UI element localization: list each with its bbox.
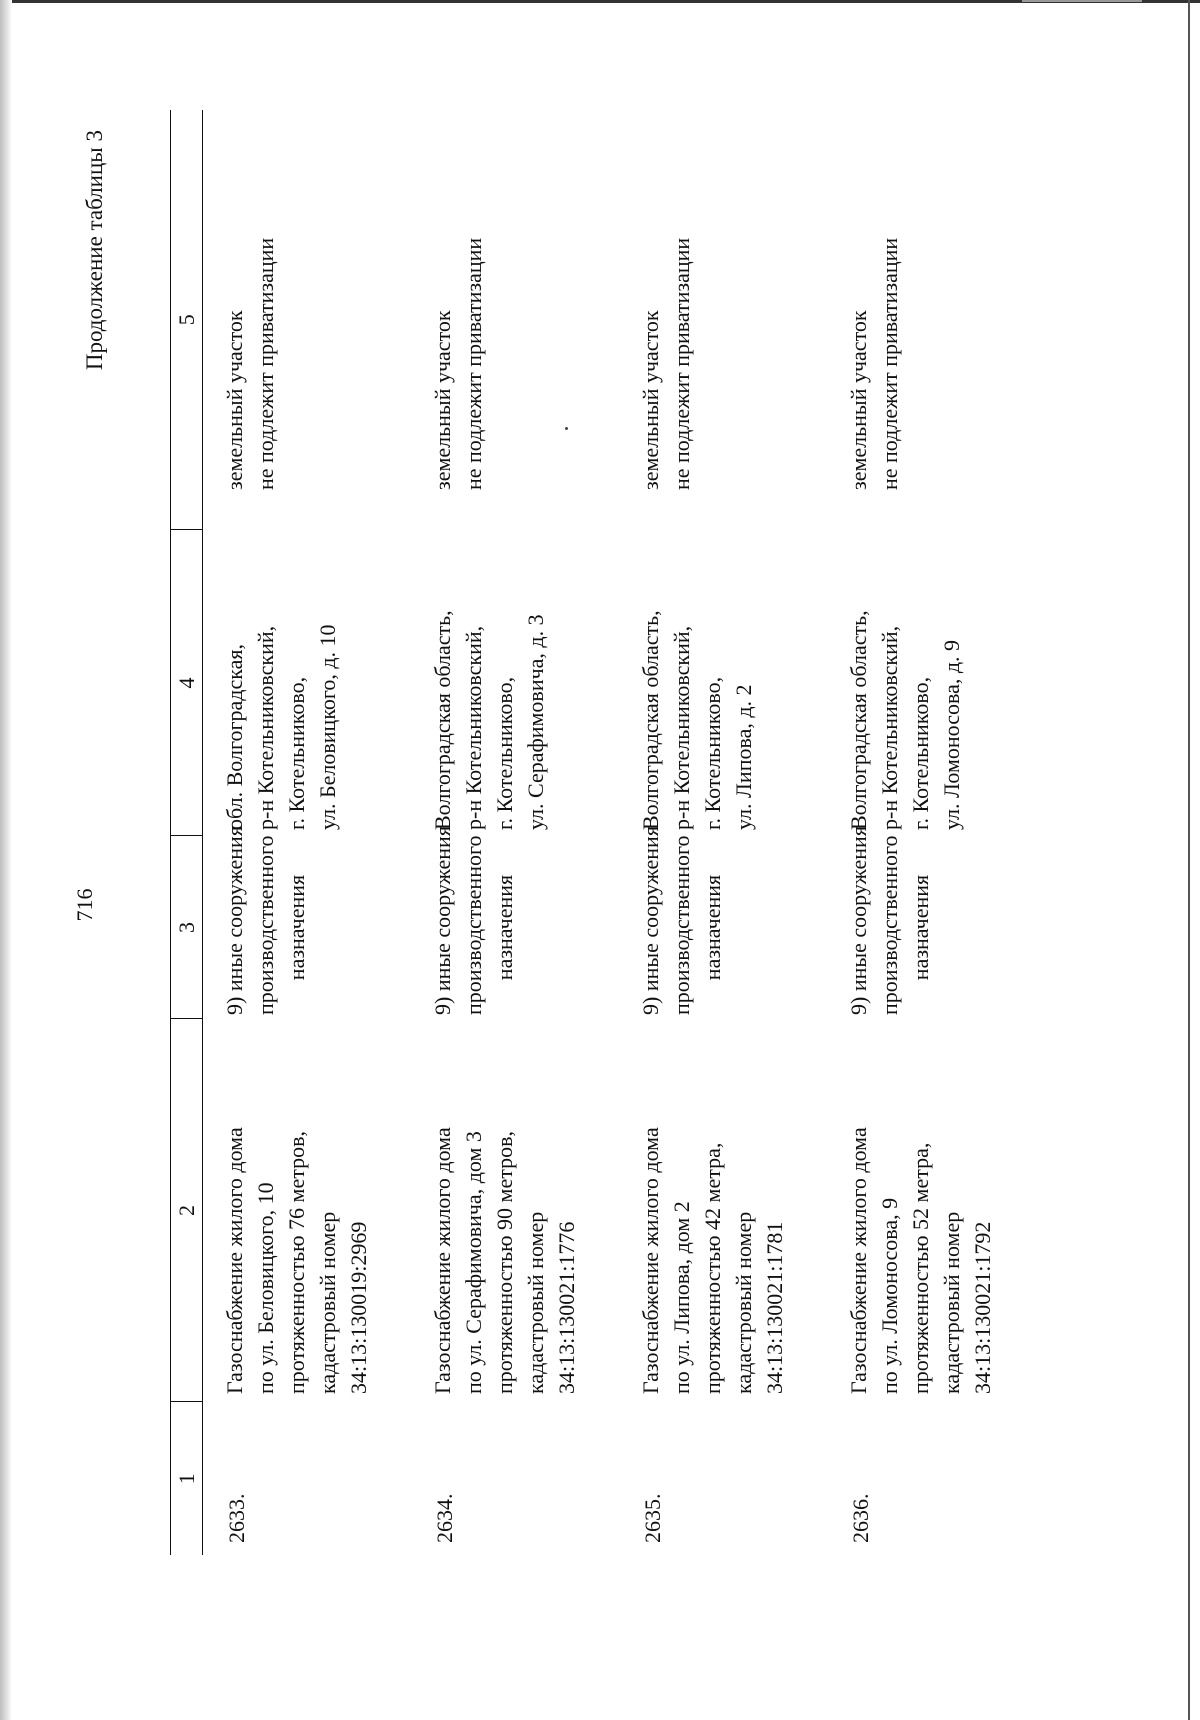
table-row <box>411 110 619 1555</box>
object-name-cell <box>411 1019 619 1402</box>
address-line: г. Котельниково, <box>908 676 933 830</box>
note-line: не подлежит приватизации <box>253 237 278 490</box>
address-line: р-н Котельниковский, <box>253 625 278 830</box>
header-col-4: 4 <box>171 530 203 836</box>
object-name-line: по ул. Беловицкого, 10 <box>253 1182 278 1394</box>
object-type-line: назначения <box>492 874 517 981</box>
address-cell <box>411 530 619 836</box>
object-type-line: 9) иные сооружения <box>222 826 247 1015</box>
table-row <box>827 110 1035 1555</box>
address-line: Волгоградская область, <box>638 610 663 830</box>
object-name-line: 34:13:130021:1792 <box>970 1221 995 1394</box>
object-name-line: кадастровый номер <box>315 1211 340 1394</box>
object-type-cell <box>411 826 619 1019</box>
address-cell <box>619 530 827 836</box>
object-name-line: по ул. Липова, дом 2 <box>669 1201 694 1394</box>
object-type-line: производственного <box>461 835 486 1015</box>
note-cell <box>203 110 412 530</box>
object-name-line: 34:13:130019:2969 <box>346 1221 371 1394</box>
object-name-line: протяженностью 90 метров, <box>492 1130 517 1394</box>
object-type-line: 9) иные сооружения <box>638 826 663 1015</box>
note-line: земельный участок <box>846 310 871 490</box>
object-type-cell <box>827 826 1035 1019</box>
row-number: 2636. <box>848 1493 873 1543</box>
property-table <box>170 110 1035 1555</box>
object-type-line: 9) иные сооружения <box>430 826 455 1015</box>
object-name-line: кадастровый номер <box>939 1211 964 1394</box>
object-type-line: назначения <box>284 874 309 981</box>
note-line: земельный участок <box>430 310 455 490</box>
header-row <box>171 110 203 1555</box>
note-line: не подлежит приватизации <box>461 237 486 490</box>
object-type-line: назначения <box>908 874 933 981</box>
object-type-cell <box>203 826 412 1019</box>
object-type-line: производственного <box>253 835 278 1015</box>
row-number: 2634. <box>432 1493 457 1543</box>
table-row <box>619 110 827 1555</box>
object-name-cell <box>619 1019 827 1402</box>
object-name-line: по ул. Серафимовича, дом 3 <box>461 1131 486 1394</box>
note-cell <box>411 110 619 530</box>
address-line: р-н Котельниковский, <box>669 625 694 830</box>
object-type-line: назначения <box>700 874 725 981</box>
header-col-5: 5 <box>171 110 203 530</box>
object-name-cell <box>827 1019 1035 1402</box>
address-line: р-н Котельниковский, <box>877 625 902 830</box>
scan-edge-top <box>0 0 1200 3</box>
address-line: ул. Беловицкого, д. 10 <box>315 624 340 830</box>
address-line: ул. Ломоносова, д. 9 <box>939 639 964 830</box>
address-line: р-н Котельниковский, <box>461 625 486 830</box>
object-type-line: производственного <box>669 835 694 1015</box>
object-name-line: Газоснабжение жилого дома <box>222 1127 247 1394</box>
object-type-line: производственного <box>877 835 902 1015</box>
header-col-2: 2 <box>171 1019 203 1402</box>
table-row <box>203 110 412 1555</box>
object-name-line: Газоснабжение жилого дома <box>430 1127 455 1394</box>
rotated-page <box>0 60 1200 1720</box>
object-name-line: по ул. Ломоносова, 9 <box>877 1197 902 1394</box>
object-name-line: кадастровый номер <box>731 1211 756 1394</box>
object-name-line: Газоснабжение жилого дома <box>638 1127 663 1394</box>
row-number: 2635. <box>640 1493 665 1543</box>
address-line: ул. Липова, д. 2 <box>731 684 756 830</box>
row-number: 2633. <box>224 1493 249 1543</box>
address-cell <box>827 530 1035 836</box>
object-name-line: протяженностью 52 метра, <box>908 1142 933 1394</box>
address-line: г. Котельниково, <box>700 676 725 830</box>
object-name-line: протяженностью 42 метра, <box>700 1142 725 1394</box>
note-line: земельный участок <box>222 310 247 490</box>
object-name-line: 34:13:130021:1776 <box>554 1221 579 1394</box>
object-name-line: 34:13:130021:1781 <box>762 1221 787 1394</box>
object-name-line: Газоснабжение жилого дома <box>846 1127 871 1394</box>
table-caption: Продолжение таблицы 3 <box>82 130 107 371</box>
header-col-3: 3 <box>171 836 203 1019</box>
note-line: не подлежит приватизации <box>669 237 694 490</box>
address-line: Волгоградская область, <box>430 610 455 830</box>
object-name-cell <box>203 1019 412 1402</box>
header-col-1: 1 <box>171 1402 203 1555</box>
address-line: г. Котельниково, <box>284 676 309 830</box>
object-name-line: кадастровый номер <box>523 1211 548 1394</box>
object-name-line: протяженностью 76 метров, <box>284 1130 309 1394</box>
object-type-cell <box>619 826 827 1019</box>
note-line: земельный участок <box>638 310 663 490</box>
page-number: 716 <box>72 888 97 922</box>
address-line: Волгоградская область, <box>846 610 871 830</box>
note-line: не подлежит приватизации <box>877 237 902 490</box>
object-type-line: 9) иные сооружения <box>846 826 871 1015</box>
note-cell <box>619 110 827 530</box>
address-line: ул. Серафимовича, д. 3 <box>523 614 548 830</box>
scan-speck <box>1022 0 1142 2</box>
address-line: г. Котельниково, <box>492 676 517 830</box>
address-line: обл. Волгоградская, <box>222 644 247 830</box>
note-cell <box>827 110 1035 530</box>
address-cell <box>203 530 412 836</box>
